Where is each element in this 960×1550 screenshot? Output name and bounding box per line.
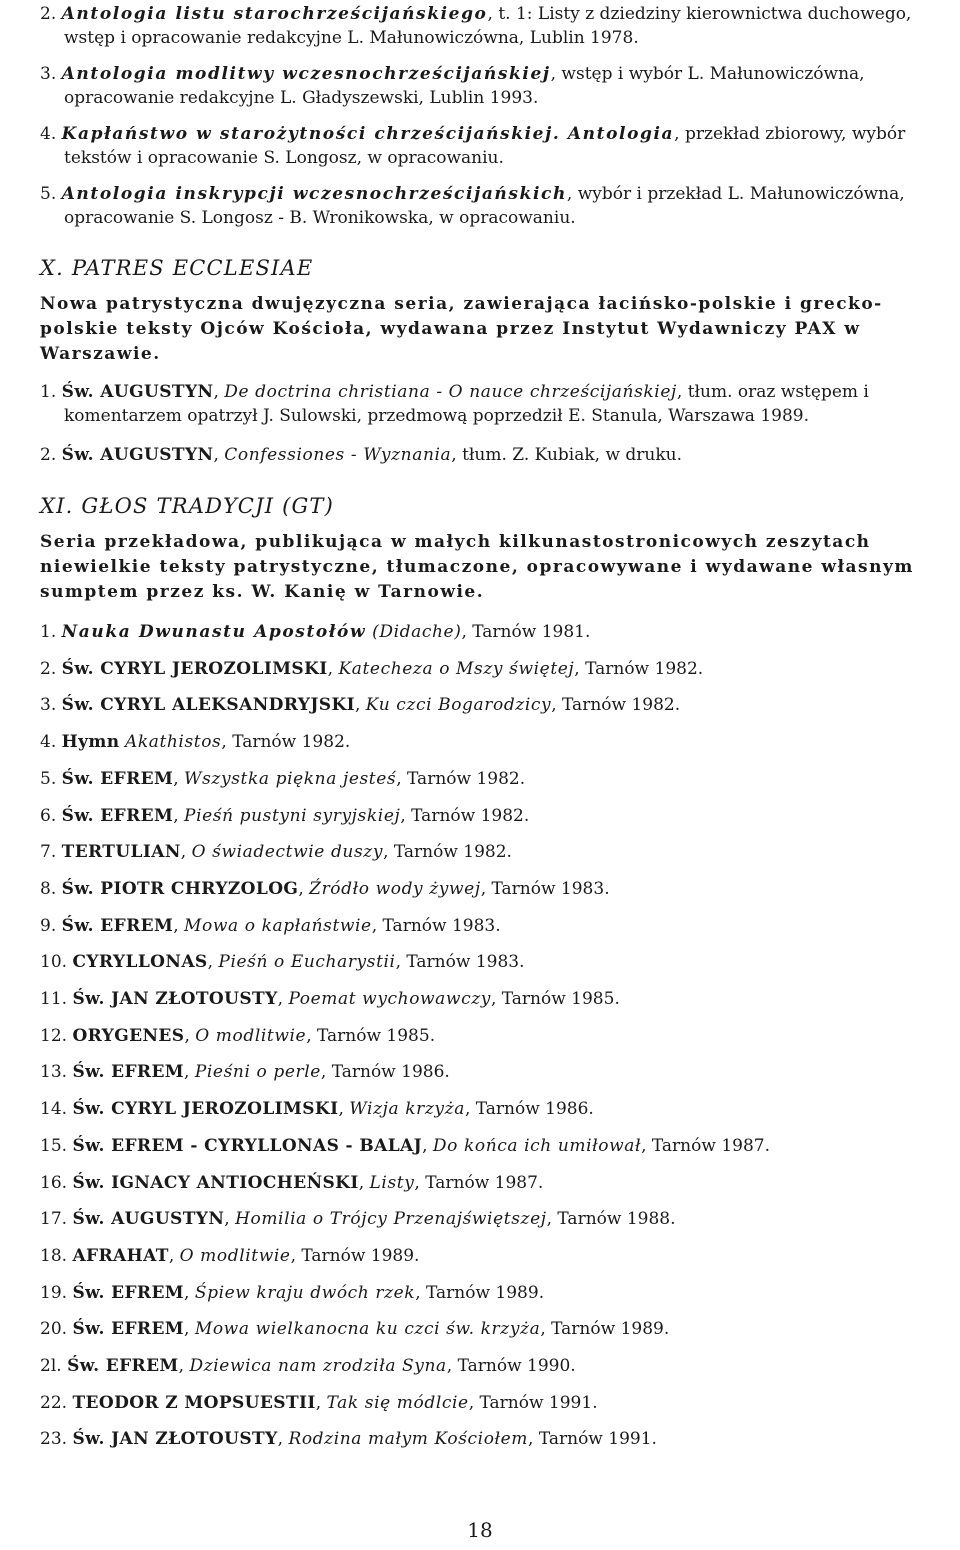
item-number: 9.	[40, 916, 57, 936]
item-title: Ku czci Bogarodzicy	[365, 695, 552, 715]
list-item	[40, 730, 940, 754]
item-author: Św. EFREM	[72, 1319, 185, 1339]
item-author: Św. CYRYL ALEKSANDRYJSKI	[61, 695, 355, 715]
item-title: Źródło wody żywej	[309, 879, 481, 899]
item-author: Św. AUGUSTYN	[72, 1209, 225, 1229]
item-author: Św. EFREM	[67, 1356, 179, 1376]
item-publication: , Tarnów 1989.	[540, 1319, 670, 1339]
page-number: 18	[467, 1518, 493, 1542]
item-title: Homilia o Trójcy Przenajświętszej	[235, 1209, 547, 1229]
list-item: 18. AFRAHAT, O modlitwie, Tarnów 1989.	[40, 1246, 420, 1266]
item-number: 12.	[40, 1026, 68, 1046]
item-continuation: opracowanie S. Longosz - B. Wronikowska, w opracowaniu.	[64, 208, 576, 228]
item-continuation: wstęp i opracowanie redakcyjne L. Małunowiczówna, Lublin 1978.	[64, 28, 639, 48]
item-number: 18.	[40, 1246, 68, 1266]
list-item: 1. Św. AUGUSTYN, De doctrina christiana - O nauce chrześcijańskiej, tłum. oraz wstępem i komentarzem opatrzył J. Sulowski, przedmową poprzedził E. Stanula, Warszawa 1989.	[40, 380, 940, 428]
list-item: 23. Św. JAN ZŁOTOUSTY, Rodzina małym Kościołem, Tarnów 1991.	[40, 1429, 657, 1449]
item-number: 2.	[40, 659, 57, 679]
item-author: TEODOR Z MOPSUESTII	[72, 1393, 316, 1413]
list-item: 15. Św. EFREM - CYRYLLONAS - BALAJ, Do końca ich umiłował, Tarnów 1987.	[40, 1136, 770, 1156]
item-publication: , Tarnów 1982.	[383, 842, 512, 862]
item-publication: , Tarnów 1988.	[546, 1209, 676, 1229]
list-item: 11. Św. JAN ZŁOTOUSTY, Poemat wychowawczy, Tarnów 1985.	[40, 989, 620, 1009]
item-author: Hymn	[61, 732, 120, 752]
item-number: 8.	[40, 879, 57, 899]
item-continuation: komentarzem opatrzył J. Sulowski, przedmową poprzedził E. Stanula, Warszawa 1989.	[64, 406, 810, 426]
item-author: Św. EFREM	[61, 769, 174, 789]
list-item: 10. CYRYLLONAS, Pieśń o Eucharystii, Tarnów 1983.	[40, 952, 525, 972]
item-number: 13.	[40, 1062, 68, 1082]
item-publication: , Tarnów 1991.	[468, 1393, 598, 1413]
item-title: Kapłaństwo w starożytności chrześcijańskiej. Antologia	[61, 124, 675, 144]
list-item: 8. Św. PIOTR CHRYZOLOG, Źródło wody żywej, Tarnów 1983.	[40, 879, 610, 899]
list-item	[40, 620, 940, 644]
item-publication: , Tarnów 1986.	[464, 1099, 594, 1119]
item-title: Listy	[369, 1173, 415, 1193]
item-title: Katecheza o Mszy świętej	[338, 659, 575, 679]
item-title: Tak się módlcie	[326, 1393, 469, 1413]
item-author: Św. CYRYL JEROZOLIMSKI	[72, 1099, 339, 1119]
item-publication: , Tarnów 1985.	[490, 989, 620, 1009]
item-number: 23.	[40, 1429, 68, 1449]
item-title: O świadectwie duszy	[191, 842, 384, 862]
item-title: Pieśń o Eucharystii	[218, 952, 396, 972]
item-author: CYRYLLONAS	[72, 952, 208, 972]
list-item: 13. Św. EFREM, Pieśni o perle, Tarnów 1986.	[40, 1062, 450, 1082]
item-publication: , Tarnów 1982.	[400, 806, 530, 826]
list-item: 2. Św. CYRYL JEROZOLIMSKI, Katecheza o Mszy świętej, Tarnów 1982.	[40, 659, 704, 679]
item-author: Św. AUGUSTYN	[61, 445, 214, 465]
item-number: 7.	[40, 842, 57, 862]
item-author: Św. EFREM - CYRYLLONAS - BALAJ	[72, 1136, 423, 1156]
item-publication: , Tarnów 1990.	[446, 1356, 576, 1376]
item-title: Śpiew kraju dwóch rzek	[194, 1283, 416, 1303]
item-title: Confessiones - Wyznania	[224, 445, 452, 465]
item-publication: , Tarnów 1983.	[395, 952, 525, 972]
item-title: De doctrina christiana - O nauce chrześcijańskiej	[224, 382, 677, 402]
item-publication: , Tarnów 1981.	[461, 622, 591, 642]
item-publication: , Tarnów 1982.	[551, 695, 681, 715]
item-number: 15.	[40, 1136, 68, 1156]
item-number: 2l.	[40, 1356, 62, 1376]
list-item: 2. Św. AUGUSTYN, Confessiones - Wyznania, tłum. Z. Kubiak, w druku.	[40, 445, 683, 465]
list-item: 3. Św. CYRYL ALEKSANDRYJSKI, Ku czci Bogarodzicy, Tarnów 1982.	[40, 695, 681, 715]
section-heading: X. PATRES ECCLESIAE	[40, 256, 314, 280]
item-publication: , Tarnów 1983.	[480, 879, 610, 899]
item-title: O modlitwie	[179, 1246, 291, 1266]
item-author: Św. EFREM	[61, 916, 174, 936]
item-number: 14.	[40, 1099, 68, 1119]
item-number: 11.	[40, 989, 68, 1009]
list-item: 5. Św. EFREM, Wszystka piękna jesteś, Tarnów 1982.	[40, 769, 526, 789]
item-title: Dziewica nam zrodziła Syna	[189, 1356, 447, 1376]
list-item: 4. Kapłaństwo w starożytności chrześcijańskiej. Antologia, przekład zbiorowy, wybór tekstów i opracowanie S. Longosz, w opracowaniu.	[40, 122, 940, 170]
item-number: 22.	[40, 1393, 68, 1413]
item-author: Św. IGNACY ANTIOCHEŃSKI	[72, 1173, 359, 1193]
item-title: Akathistos	[124, 732, 222, 752]
list-item: 9. Św. EFREM, Mowa o kapłaństwie, Tarnów 1983.	[40, 916, 501, 936]
item-author: Św. EFREM	[72, 1283, 185, 1303]
item-title: Mowa o kapłaństwie	[184, 916, 372, 936]
item-author: Św. JAN ZŁOTOUSTY	[72, 989, 278, 1009]
item-number: 3.	[40, 695, 57, 715]
item-author: TERTULIAN	[61, 842, 181, 862]
item-author: Św. EFREM	[61, 806, 174, 826]
item-number: 1.	[40, 622, 57, 642]
item-subtitle: (Didache)	[366, 622, 462, 642]
list-item: 16. Św. IGNACY ANTIOCHEŃSKI, Listy, Tarnów 1987.	[40, 1173, 544, 1193]
item-author: Św. EFREM	[72, 1062, 185, 1082]
list-item: 22. TEODOR Z MOPSUESTII, Tak się módlcie, Tarnów 1991.	[40, 1393, 598, 1413]
item-number: 10.	[40, 952, 68, 972]
item-publication: , Tarnów 1982.	[574, 659, 704, 679]
section-description: Seria przekładowa, publikująca w małych kilkunastostronicowych zeszytach niewielkie teksty patrystyczne, tłumaczone, opracowywane i wydawane własnym sumptem przez ks. W. Kanię w Tarnowie.	[40, 532, 914, 602]
item-author: Św. CYRYL JEROZOLIMSKI	[61, 659, 328, 679]
item-continuation: tekstów i opracowanie S. Longosz, w opracowaniu.	[64, 148, 504, 168]
item-title: Rodzina małym Kościołem	[288, 1429, 529, 1449]
list-item: 12. ORYGENES, O modlitwie, Tarnów 1985.	[40, 1026, 436, 1046]
item-publication: , Tarnów 1989.	[415, 1283, 545, 1303]
item-number: 16.	[40, 1173, 68, 1193]
item-publication: , Tarnów 1982.	[396, 769, 526, 789]
item-title: O modlitwie	[195, 1026, 307, 1046]
item-publication: , Tarnów 1991.	[528, 1429, 657, 1449]
list-item: 14. Św. CYRYL JEROZOLIMSKI, Wizja krzyża, Tarnów 1986.	[40, 1099, 594, 1119]
item-title: Antologia modlitwy wczesnochrześcijańskiej	[61, 64, 551, 84]
item-number: 17.	[40, 1209, 68, 1229]
item-title: Mowa wielkanocna ku czci św. krzyża	[194, 1319, 541, 1339]
item-number: 5.	[40, 769, 57, 789]
item-title: Antologia inskrypcji wczesnochrześcijańskich	[61, 184, 567, 204]
list-item: 20. Św. EFREM, Mowa wielkanocna ku czci św. krzyża, Tarnów 1989.	[40, 1319, 670, 1339]
section-description: Nowa patrystyczna dwujęzyczna seria, zawierająca łacińsko-polskie i grecko-polskie teksty Ojców Kościoła, wydawana przez Instytut Wydawniczy PAX w Warszawie.	[40, 294, 883, 364]
list-item: 19. Św. EFREM, Śpiew kraju dwóch rzek, Tarnów 1989.	[40, 1283, 545, 1303]
item-title: Antologia listu starochrześcijańskiego	[61, 4, 488, 24]
item-author: ORYGENES	[72, 1026, 185, 1046]
list-item: 2. Antologia listu starochrześcijańskiego, t. 1: Listy z dziedziny kierownictwa duchowego, wstęp i opracowanie redakcyjne L. Małunowiczówna, Lublin 1978.	[40, 2, 940, 50]
list-item: 17. Św. AUGUSTYN, Homilia o Trójcy Przenajświętszej, Tarnów 1988.	[40, 1209, 676, 1229]
list-item: 6. Św. EFREM, Pieśń pustyni syryjskiej, Tarnów 1982.	[40, 806, 530, 826]
item-publication: , Tarnów 1986.	[320, 1062, 450, 1082]
list-item: 7. TERTULIAN, O świadectwie duszy, Tarnów 1982.	[40, 842, 512, 862]
item-title: Poemat wychowawczy	[288, 989, 491, 1009]
item-author: AFRAHAT	[72, 1246, 169, 1266]
item-author: Św. JAN ZŁOTOUSTY	[72, 1429, 278, 1449]
list-item: 2l. Św. EFREM, Dziewica nam zrodziła Syna, Tarnów 1990.	[40, 1356, 576, 1376]
item-title: Wizja krzyża	[349, 1099, 465, 1119]
item-author: Św. AUGUSTYN	[61, 382, 214, 402]
item-continuation: opracowanie redakcyjne L. Gładyszewski, Lublin 1993.	[64, 88, 539, 108]
item-publication: , Tarnów 1989.	[290, 1246, 420, 1266]
item-number: 20.	[40, 1319, 68, 1339]
item-title: Pieśni o perle	[194, 1062, 321, 1082]
item-publication: , Tarnów 1987.	[641, 1136, 770, 1156]
item-number: 6.	[40, 806, 57, 826]
item-author: Św. PIOTR CHRYZOLOG	[61, 879, 299, 899]
item-publication: , Tarnów 1983.	[371, 916, 501, 936]
item-number: 19.	[40, 1283, 68, 1303]
item-title: Nauka Dwunastu Apostołów	[61, 622, 367, 642]
item-publication: , Tarnów 1987.	[414, 1173, 544, 1193]
item-publication: , Tarnów 1982.	[221, 732, 351, 752]
list-item: 5. Antologia inskrypcji wczesnochrześcijańskich, wybór i przekład L. Małunowiczówna, opracowanie S. Longosz - B. Wronikowska, w opracowaniu.	[40, 182, 940, 230]
item-number: 4.	[40, 732, 57, 752]
item-publication: , Tarnów 1985.	[306, 1026, 436, 1046]
list-item: 3. Antologia modlitwy wczesnochrześcijańskiej, wstęp i wybór L. Małunowiczówna, opracowanie redakcyjne L. Gładyszewski, Lublin 1993.	[40, 62, 940, 110]
section-heading: XI. GŁOS TRADYCJI (GT)	[40, 494, 335, 518]
item-title: Do końca ich umiłował	[432, 1136, 642, 1156]
item-title: Wszystka piękna jesteś	[184, 769, 397, 789]
item-title: Pieśń pustyni syryjskiej	[184, 806, 401, 826]
